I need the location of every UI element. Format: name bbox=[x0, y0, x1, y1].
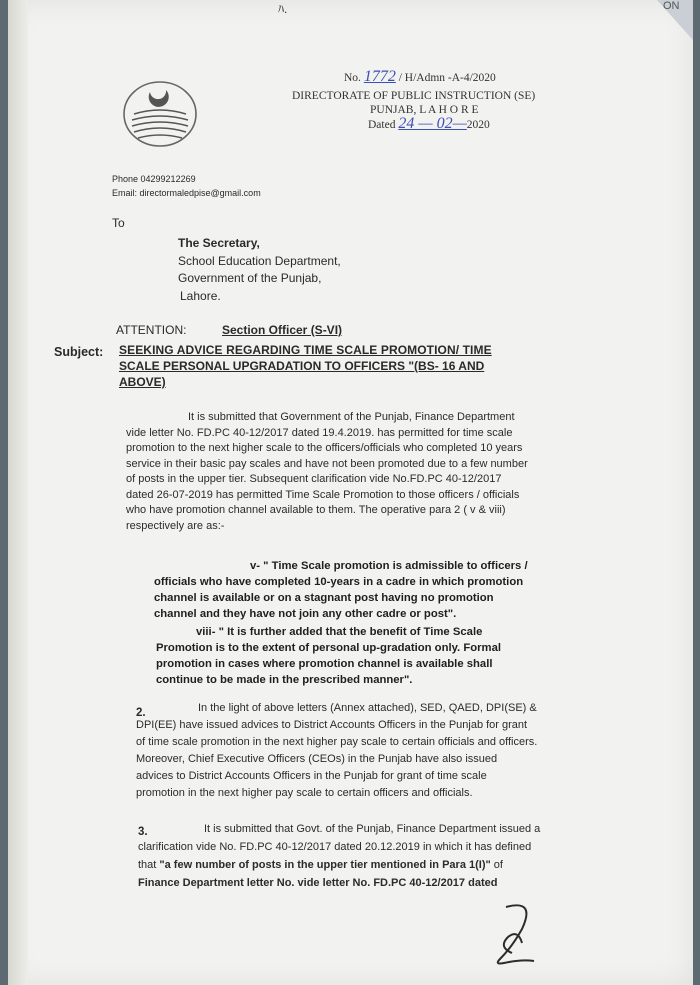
dated-line bbox=[368, 117, 490, 132]
location-line: PUNJAB, L A H O R E bbox=[370, 104, 479, 116]
addressee-line2: Government of the Punjab, bbox=[178, 271, 322, 285]
paragraph-2 bbox=[136, 700, 581, 802]
reference-number-line bbox=[344, 70, 496, 85]
para3-line: It is submitted that Govt. of the Punjab, Finance Department issued a bbox=[204, 823, 541, 835]
no-suffix: / H/Admn -A-4/2020 bbox=[398, 72, 496, 84]
attention-value: Section Officer (S-VI) bbox=[222, 323, 343, 337]
para2-line: advices to District Accounts Officers in the Punjab for grant of time scale bbox=[136, 770, 487, 782]
page-edge-strip bbox=[8, 0, 28, 985]
para3-line bbox=[138, 856, 583, 874]
para3-text: that bbox=[138, 859, 160, 871]
addressee-line3: Lahore. bbox=[180, 289, 221, 303]
para1-line: of posts in the upper tier. Subsequent clarification vide No.FD.PC 40-12/2017 bbox=[126, 473, 502, 485]
para2-line: Moreover, Chief Executive Officers (CEOs) in the Punjab have also issued bbox=[136, 753, 498, 765]
subject-line3: ABOVE) bbox=[119, 375, 166, 389]
quote-v-line: v- " Time Scale promotion is admissible to officers / bbox=[250, 560, 528, 572]
corner-mark: ON bbox=[663, 0, 680, 12]
document-page bbox=[8, 0, 693, 985]
handwritten-number: 1772 bbox=[363, 68, 396, 85]
para3-text: of bbox=[490, 859, 503, 871]
top-mark: ﾊ. bbox=[278, 2, 288, 16]
para3-line: Finance Department letter No. vide letter No. FD.PC 40-12/2017 dated bbox=[138, 877, 498, 889]
para1-line: It is submitted that Government of the Punjab, Finance Department bbox=[188, 411, 515, 423]
government-emblem-icon bbox=[120, 78, 200, 148]
paragraph-1 bbox=[126, 410, 566, 534]
para2-line: of time scale promotion in the next higher pay scale to certain officials and officers. bbox=[136, 736, 538, 748]
quote-v-line: channel and they have not join any other cadre or post". bbox=[154, 608, 457, 620]
directorate-name: DIRECTORATE OF PUBLIC INSTRUCTION (SE) bbox=[292, 90, 536, 102]
para1-line: who have promotion channel available to them. The operative para 2 ( v & viii) bbox=[126, 504, 506, 516]
quote-para-viii bbox=[156, 624, 556, 688]
dated-label: Dated bbox=[368, 119, 396, 131]
email-line: Email: directormaledpise@gmail.com bbox=[112, 188, 261, 198]
quote-v-line: channel is available or on a stagnant post having no promotion bbox=[154, 592, 494, 604]
para2-line: In the light of above letters (Annex attached), SED, QAED, DPI(SE) & bbox=[198, 702, 537, 714]
para3-bold-text: "a few number of posts in the upper tier mentioned in Para 1(I)" bbox=[159, 859, 491, 871]
addressee-title: The Secretary, bbox=[178, 236, 260, 250]
para2-line: promotion in the next higher pay scale to certain officers and officials. bbox=[136, 787, 473, 799]
quote-para-v bbox=[154, 558, 554, 622]
para3-line: clarification vide No. FD.PC 40-12/2017 dated 20.12.2019 in which it has defined bbox=[138, 841, 532, 853]
quote-v-line: officials who have completed 10-years in a cadre in which promotion bbox=[154, 576, 524, 588]
quote-viii-line: promotion in cases where promotion channel is available shall bbox=[156, 658, 493, 670]
phone-line: Phone 04299212269 bbox=[112, 174, 196, 184]
date-year: 2020 bbox=[466, 119, 490, 131]
para1-line: service in their basic pay scales and have not been promoted due to a few number bbox=[126, 457, 528, 470]
quote-viii-line: viii- " It is further added that the benefit of Time Scale bbox=[196, 626, 483, 638]
para1-line: dated 26-07-2019 has permitted Time Scale Promotion to those officers / officials bbox=[126, 488, 520, 501]
subject-line1: SEEKING ADVICE REGARDING TIME SCALE PROMOTION/ TIME bbox=[119, 343, 492, 357]
quote-viii-line: continue to be made in the prescribed manner". bbox=[156, 674, 413, 686]
para2-number: 2. bbox=[136, 707, 146, 719]
subject-line2: SCALE PERSONAL UPGRADATION TO OFFICERS "(BS- 16 AND bbox=[119, 359, 485, 373]
quote-viii-line: Promotion is to the extent of personal up-gradation only. Formal bbox=[156, 642, 501, 654]
para3-number: 3. bbox=[138, 826, 148, 838]
addressee-line1: School Education Department, bbox=[178, 254, 341, 268]
attention-label: ATTENTION: bbox=[116, 323, 187, 337]
para1-line: vide letter No. FD.PC 40-12/2017 dated 19.4.2019. has permitted for time scale bbox=[126, 426, 513, 439]
para1-line: respectively are as:- bbox=[126, 519, 225, 532]
paragraph-3 bbox=[138, 820, 583, 892]
signature-initials-icon bbox=[478, 895, 558, 975]
to-label: To bbox=[112, 216, 125, 230]
para1-line: promotion to the next higher scale to the officers/officials who completed 10 years bbox=[126, 442, 523, 454]
no-label: No. bbox=[344, 72, 361, 84]
handwritten-date: 24 — 02— bbox=[398, 115, 467, 132]
para2-line: DPI(EE) have issued advices to District Accounts Officers in the Punjab for grant bbox=[136, 719, 528, 731]
subject-label: Subject: bbox=[54, 345, 104, 359]
